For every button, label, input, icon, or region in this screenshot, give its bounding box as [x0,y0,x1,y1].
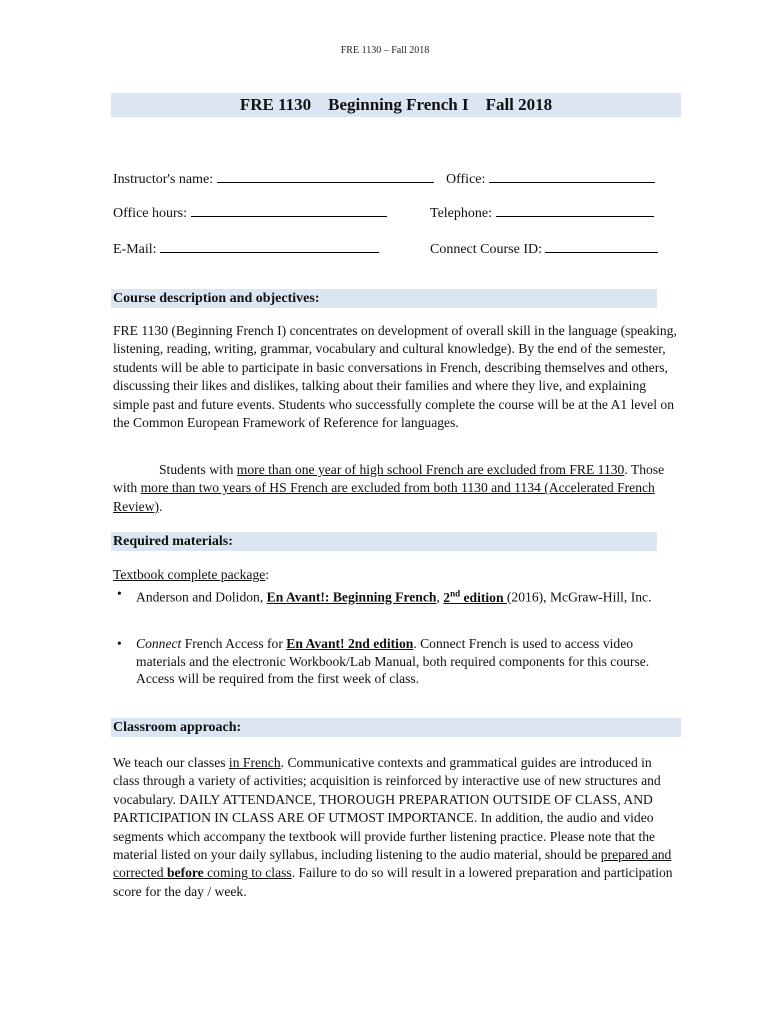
list-item [113,585,673,606]
item1-publisher: (2016), McGraw-Hill, Inc. [506,589,652,605]
approach-text-a: We teach our classes [113,755,229,770]
telephone-label: Telephone: [430,206,492,221]
connect-id-label: Connect Course ID: [430,242,542,257]
section-heading-description: Course description and objectives: [113,291,320,306]
office-hours-label: Office hours: [113,206,187,221]
approach-bold-before: before [166,865,204,881]
running-head: FRE 1130 – Fall 2018 [340,45,430,56]
bullet-icon: • [117,586,122,601]
item1-edition-word: edition [460,589,507,605]
instructor-field [113,169,434,189]
course-code: FRE 1130 [239,95,312,114]
list-item [113,635,679,688]
email-field [113,239,379,259]
item2-connect: Connect [136,636,182,651]
approach-text-b: . Communicative contexts and grammatical guides are introduced in class through a variety of activities; acquisition is reinforced by interactive use of new structures and vocabulary. DAILY ATTENDANCE, THOROUGH PREPARATION OUTSIDE OF CLASS, AND PARTICIPATION IN CLASS ARE OF UTMOST IMPORTANCE. In addition, the audio and video segments which accompany the textbook will provide further listening practice. Please note that the material listed on your daily syllabus, including listening to the audio material, should be [113,755,661,863]
approach-before-coming [167,865,292,880]
connect-id-blank [545,239,658,253]
item1-title: En Avant!: Beginning French [266,589,437,605]
page-title [111,93,681,117]
office-hours-field [113,203,387,223]
office-blank [489,169,655,183]
item1-edition-num: 2 [443,589,451,605]
item2-text-a: French Access for [181,636,287,651]
item1-edition-sup: nd [450,588,461,598]
item1-comma: , [436,589,444,605]
materials-list [113,585,673,606]
exclusion-text-c: . [159,498,163,514]
materials-list-2 [113,635,679,688]
textbook-label-text: Textbook complete package [113,567,266,582]
course-term: Fall 2018 [485,95,553,114]
approach-coming-to-class: coming to class [203,865,292,881]
telephone-blank [496,203,654,217]
instructor-label: Instructor's name: [113,172,214,187]
section-heading-materials: Required materials: [113,534,233,549]
email-label: E-Mail: [113,242,157,257]
bullet-icon: • [117,636,122,651]
exclusion-text-a: Students with [159,462,237,477]
textbook-colon: : [265,567,270,582]
exclusion-paragraph [113,461,679,516]
office-hours-blank [191,203,387,217]
course-name: Beginning French I [328,95,469,114]
telephone-field [430,203,654,223]
exclusion-underlined-1: more than one year of high school French are excluded from FRE 1130 [236,462,625,477]
item1-author: Anderson and Dolidon, [136,589,267,605]
email-blank [160,239,379,253]
approach-text-c: . Failure to do so will result in a lowered preparation and participation score for the day / week. [113,865,673,899]
office-field [446,169,655,189]
connect-id-field [430,239,658,259]
exclusion-underlined-2: more than two years of HS French are excluded from both 1130 and 1134 (Accelerated French Review) [113,480,655,514]
exclusion-text-b: . Those with [113,462,665,496]
section-heading-approach: Classroom approach: [113,720,242,735]
approach-underlined-2: prepared and corrected [113,847,672,881]
office-label: Office: [446,172,486,187]
description-paragraph: FRE 1130 (Beginning French I) concentrates on development of overall skill in the language (speaking, listening, reading, writing, grammar, vocabulary and cultural knowledge). By the end of the semester, students will be able to participate in basic conversations in French, describing themselves and others, discussing their likes and dislikes, talking about their families and where they live, and explaining simple past and future events. Students who successfully complete the course will be at the A1 level on the Common European Framework of Reference for languages. [113,323,677,431]
item1-edition [443,590,507,605]
item2-title: En Avant! 2nd edition [286,636,414,651]
approach-paragraph [113,754,679,901]
instructor-blank [217,169,434,183]
item2-text-b: . Connect French is used to access video materials and the electronic Workbook/Lab Manual, both required components for this course. Access will be required from the first week of class. [136,636,650,687]
textbook-label [113,566,269,584]
approach-underlined-1: in French [228,755,281,770]
